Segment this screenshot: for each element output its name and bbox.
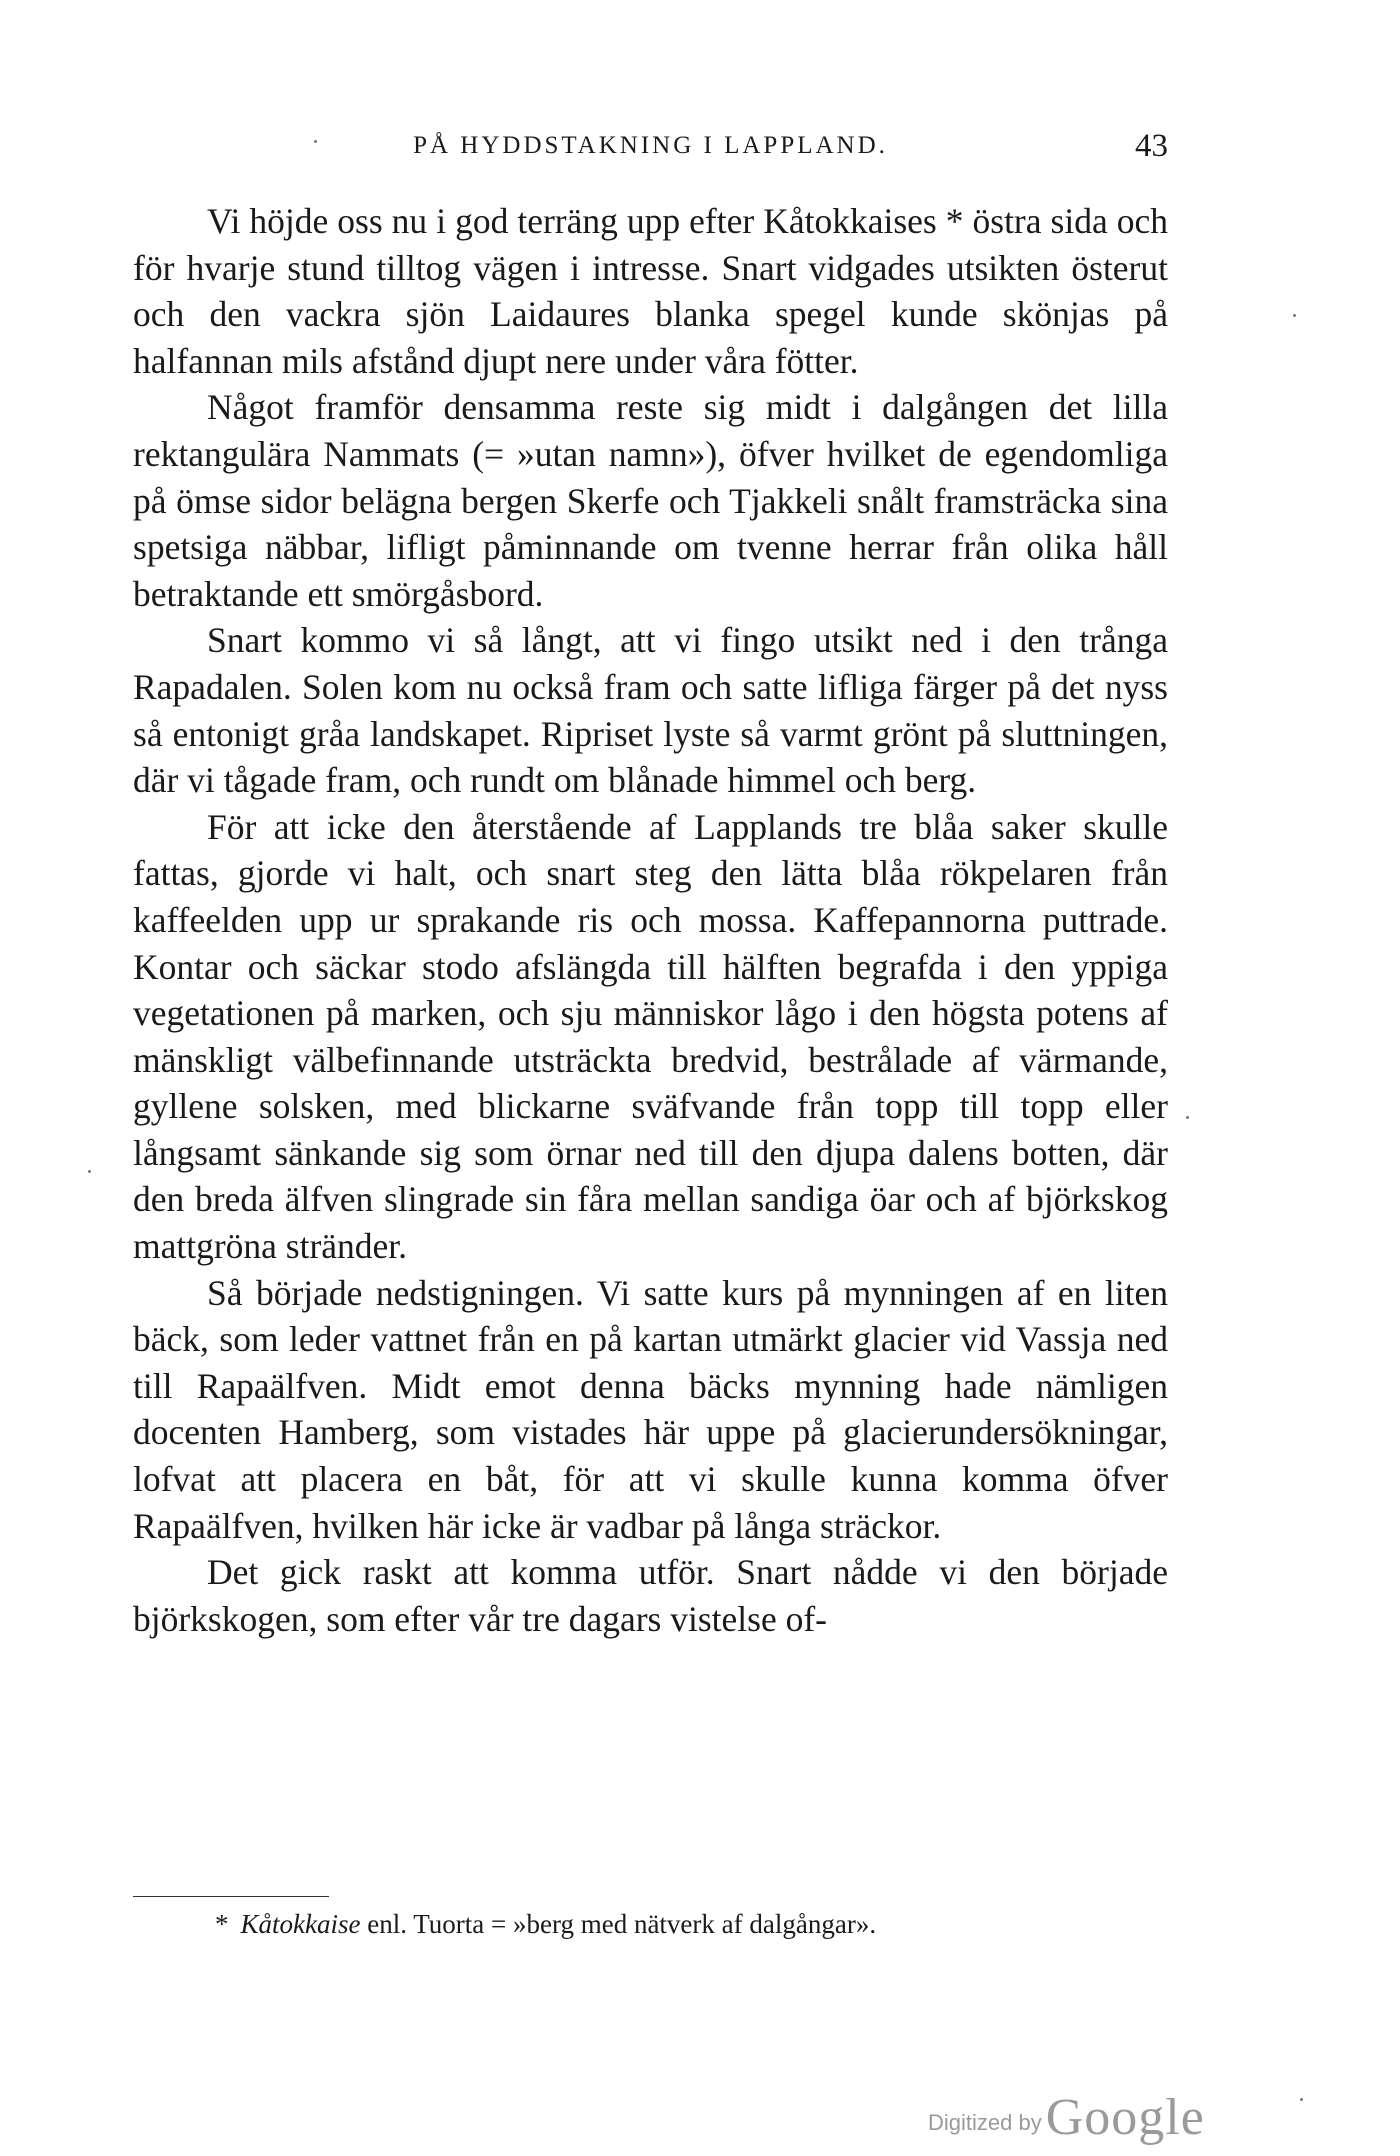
paragraph: För att icke den återstående af Lapplands tre blåa saker skulle fattas, gjorde vi halt, och snart steg den lätta blåa rökpelaren från kaffeelden upp ur sprakande ris och mossa. Kaffepannorna puttrade. Kontar och säckar stodo afslängda till hälften begrafda i den yppiga vegetationen på marken, och sju människor lågo i den högsta potens af mänskligt välbefinnande utsträckta bredvid, bestrålade af värmande, gyllene solsken, med blickarne sväfvande från topp till topp eller långsamt sänkande sig som örnar ned till den djupa dalens botten, där den breda älfven slingrade sin fåra mellan sandiga öar och af björkskog mattgröna stränder. [133, 806, 1168, 1267]
footnote-term: Kåtokkaise [240, 1909, 361, 1939]
running-head [133, 128, 1168, 168]
digitized-prefix: Digitized by [928, 2110, 1042, 2135]
footnote [215, 1907, 876, 1941]
body-text [133, 198, 1168, 1642]
page-number: 43 [1135, 128, 1168, 164]
footnote-rule [133, 1896, 329, 1897]
paragraph: Så började nedstigningen. Vi satte kurs på mynningen af en liten bäck, som leder vattnet från en på kartan utmärkt glacier vid Vassja ned till Rapaälfven. Midt emot denna bäcks mynning hade nämligen docenten Hamberg, som vistades här uppe på glacierundersökningar, lofvat att placera en båt, för att vi skulle kunna komma öfver Rapaälfven, hvilken här icke är vadbar på långa sträckor. [133, 1272, 1168, 1546]
scan-speck [314, 140, 317, 143]
paragraph: Vi höjde oss nu i god terräng upp efter Kåtokkaises * östra sida och för hvarje stund tilltog vägen i intresse. Snart vidgades utsikten österut och den vackra sjön Laidaures blanka spegel kunde skönjas på halfannan mils afstånd djupt nere under våra fötter. [133, 201, 1168, 381]
digitized-stamp [928, 2088, 1205, 2148]
scan-speck [1293, 314, 1296, 317]
scan-speck [1186, 1116, 1189, 1119]
paragraph: Det gick raskt att komma utför. Snart nådde vi den började björkskogen, som efter vår tre dagars vistelse of- [133, 1552, 1168, 1639]
paragraph: Snart kommo vi så långt, att vi fingo utsikt ned i den trånga Rapadalen. Solen kom nu också fram och satte lifliga färger på det nyss så entonigt gråa landskapet. Ripriset lyste så varmt grönt på sluttningen, där vi tågade fram, och rundt om blånade himmel och berg. [133, 620, 1168, 801]
scan-speck [1300, 2098, 1303, 2101]
running-title: PÅ HYDDSTAKNING I LAPPLAND. [413, 132, 888, 159]
google-logo: Google [1045, 2089, 1205, 2146]
footnote-text: enl. Tuorta = »berg med nätverk af dalgångar». [367, 1909, 877, 1939]
scan-speck [88, 1170, 91, 1173]
footnote-marker: * [215, 1909, 229, 1939]
paragraph: Något framför densamma reste sig midt i dalgången det lilla rektangulära Nammats (= »utan namn»), öfver hvilket de egendomliga på ömse sidor belägna bergen Skerfe och Tjakkeli snålt framsträcka sina spetsiga näbbar, lifligt påminnande om tvenne herrar från olika håll betraktande ett smörgåsbord. [133, 387, 1168, 614]
